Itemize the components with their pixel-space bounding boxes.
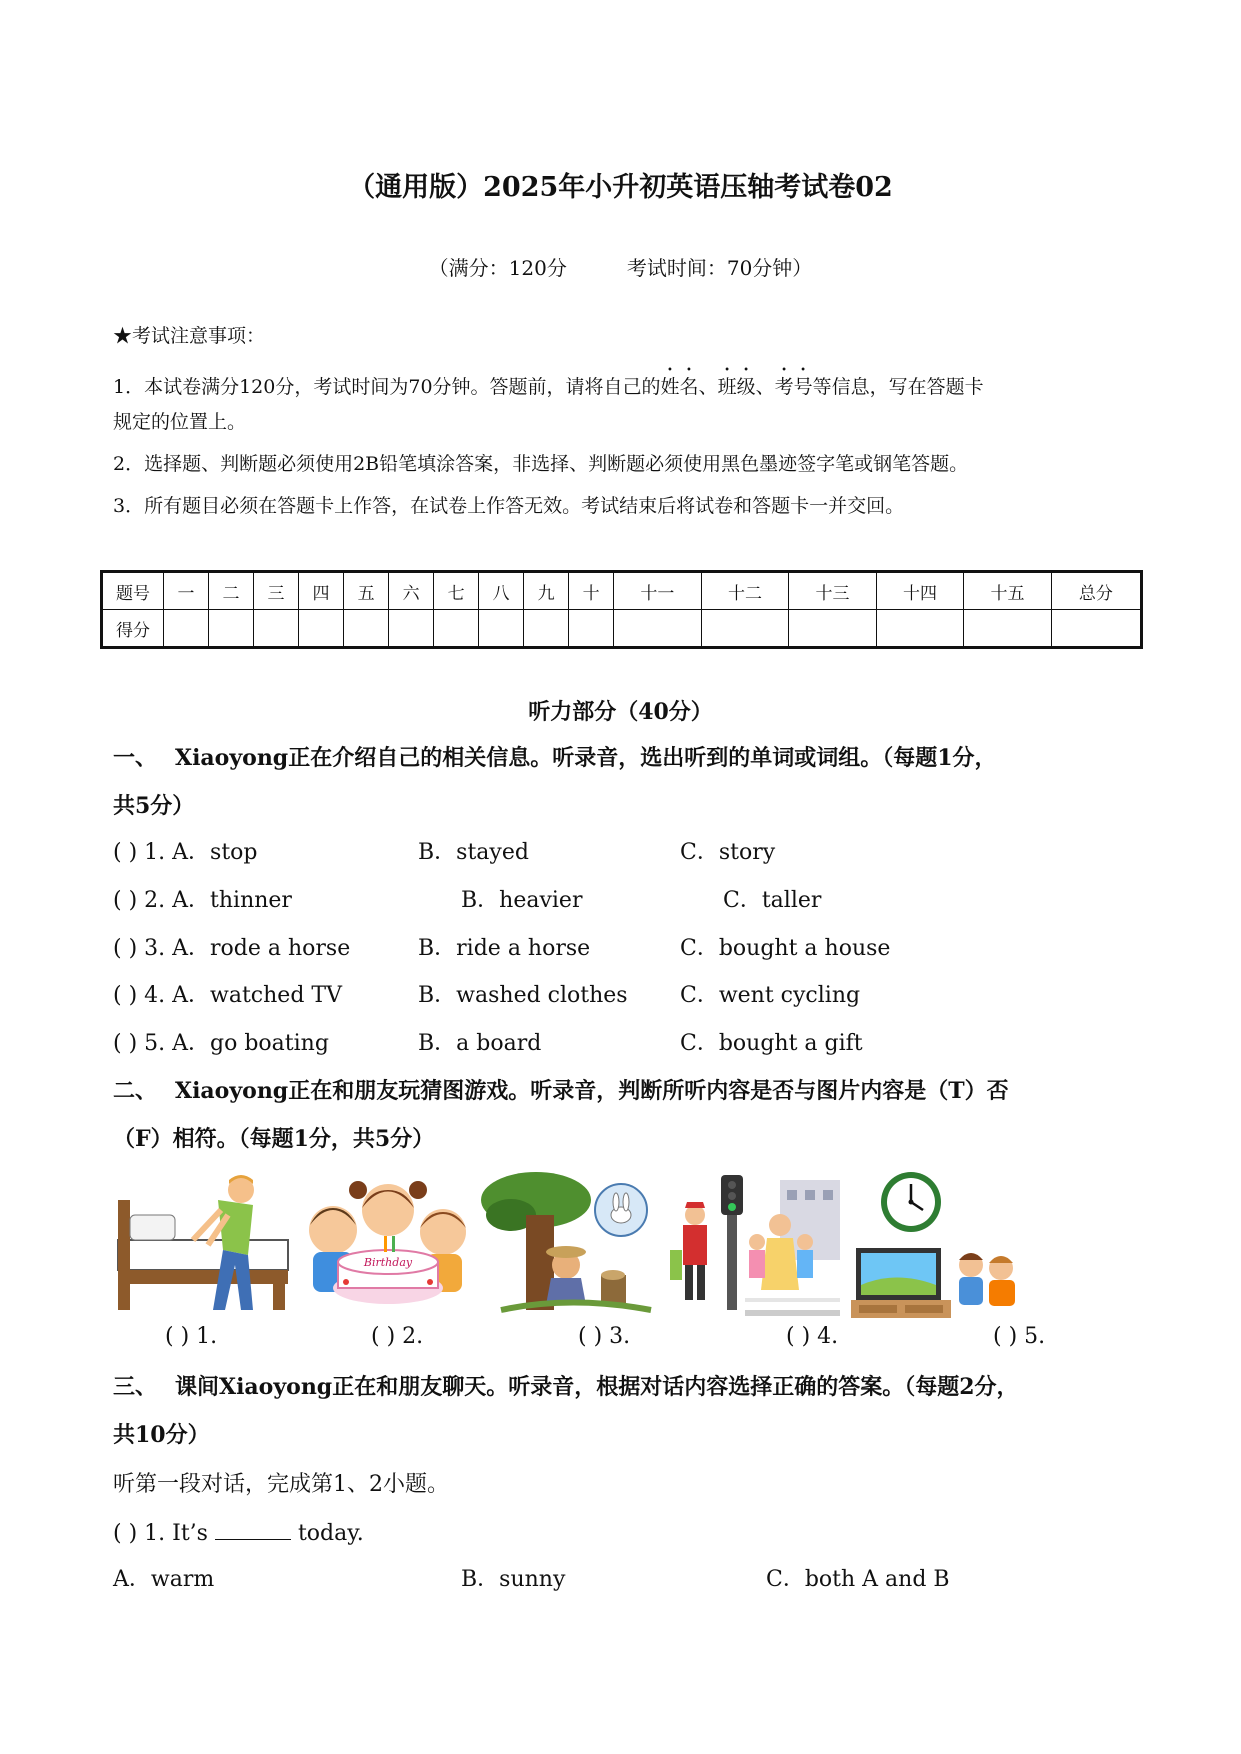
score-cell[interactable] <box>614 610 702 648</box>
score-cell[interactable] <box>569 610 614 648</box>
question-2-heading-cont: （F）相符。（每题1分，共5分） <box>113 1126 435 1152</box>
tree-rabbit-illustration <box>481 1170 661 1320</box>
score-cell[interactable] <box>344 610 389 648</box>
exam-info <box>0 252 1241 281</box>
picture-label-5: ( ) 5. <box>993 1324 1046 1349</box>
birthday-illustration <box>298 1170 478 1320</box>
cake-text: Birthday <box>363 1256 413 1269</box>
score-cell[interactable] <box>789 610 877 648</box>
notice-item-3: 3．所有题目必须在答题卡上作答，在试卷上作答无效。考试结束后将试卷和答题卡一并交回。 <box>113 495 905 517</box>
score-table-row-label: 得分 <box>102 610 164 648</box>
notice-item-1-cont: 规定的位置上。 <box>113 411 247 433</box>
score-cell[interactable] <box>299 610 344 648</box>
question-1-heading-cont: 共5分） <box>113 793 195 819</box>
score-col: 一 <box>164 572 209 610</box>
question-3-intro: 听第一段对话，完成第1、2小题。 <box>113 1472 449 1497</box>
score-col: 二 <box>209 572 254 610</box>
page-title: （通用版）2025年小升初英语压轴考试卷02 <box>348 172 893 203</box>
score-cell[interactable] <box>1051 610 1141 648</box>
score-cell[interactable] <box>164 610 209 648</box>
clock-tv-illustration <box>851 1170 1031 1320</box>
score-cell[interactable] <box>254 610 299 648</box>
picture-label-2: ( ) 2. <box>371 1324 424 1349</box>
score-col: 三 <box>254 572 299 610</box>
score-col: 十五 <box>964 572 1052 610</box>
question-1-item-5: ( ) 5. A．go boating B．a board C．bought a gift <box>113 1031 863 1056</box>
score-cell[interactable] <box>876 610 964 648</box>
score-cell[interactable] <box>209 610 254 648</box>
score-cell[interactable] <box>479 610 524 648</box>
score-col: 五 <box>344 572 389 610</box>
birthday-picture <box>298 1170 478 1320</box>
question-3-item-1-options <box>113 1565 1153 1595</box>
question-1-item-2: ( ) 2. A．thinner B．heavier C．taller <box>113 888 822 913</box>
question-2-heading: 二、 Xiaoyong正在和朋友玩猜图游戏。听录音，判断所听内容是否与图片内容是（T）否 <box>113 1078 1009 1104</box>
option-c: C．both A and B <box>766 1567 950 1592</box>
tree-rabbit-picture <box>481 1170 661 1320</box>
making-bed-illustration <box>113 1170 293 1320</box>
option-a: A．warm <box>113 1567 215 1592</box>
notice-item-1: 1．本试卷满分120分，考试时间为70分钟。答题前，请将自己的姓名、班级、考号等信息，写在答题卡 <box>113 376 984 398</box>
score-table-row-label: 题号 <box>102 572 164 610</box>
score-table-header-row <box>102 572 1142 610</box>
score-col: 七 <box>434 572 479 610</box>
score-col: 九 <box>524 572 569 610</box>
question-3-heading-cont: 共10分） <box>113 1422 210 1448</box>
score-col: 总分 <box>1051 572 1141 610</box>
question-2-labels <box>113 1322 1153 1352</box>
score-cell[interactable] <box>389 610 434 648</box>
score-cell[interactable] <box>964 610 1052 648</box>
question-3-heading: 三、 课间Xiaoyong正在和朋友聊天。听录音，根据对话内容选择正确的答案。（每题2分， <box>113 1374 1019 1400</box>
notice-heading: ★考试注意事项： <box>113 325 266 347</box>
score-col: 十三 <box>789 572 877 610</box>
question-1-item-3: ( ) 3. A．rode a horse B．ride a horse C．bought a house <box>113 936 891 961</box>
picture-label-4: ( ) 4. <box>786 1324 839 1349</box>
question-1-item-1: ( ) 1. A．stop B．stayed C．story <box>113 840 776 865</box>
notice-item-2: 2．选择题、判断题必须使用2B铅笔填涂答案，非选择、判断题必须使用黑色墨迹签字笔或钢笔答题。 <box>113 453 969 475</box>
exam-time: 考试时间：70分钟） <box>626 256 813 280</box>
picture-label-1: ( ) 1. <box>165 1324 218 1349</box>
question-1-item-4: ( ) 4. A．watched TV B．washed clothes C．went cycling <box>113 983 861 1008</box>
option-b: B．sunny <box>461 1567 566 1592</box>
clock-tv-picture <box>851 1170 1031 1320</box>
question-1-heading: 一、 Xiaoyong正在介绍自己的相关信息。听录音，选出听到的单词或词组。（每题1分， <box>113 745 997 771</box>
score-col: 六 <box>389 572 434 610</box>
question-3-item-1: ( ) 1. It’s today. <box>113 1517 364 1549</box>
score-table <box>100 570 1143 649</box>
score-cell[interactable] <box>434 610 479 648</box>
traffic-light-picture <box>665 1170 845 1320</box>
making-bed-picture <box>113 1170 293 1320</box>
score-cell[interactable] <box>524 610 569 648</box>
score-table-score-row <box>102 610 1142 648</box>
score-col: 十一 <box>614 572 702 610</box>
picture-label-3: ( ) 3. <box>578 1324 631 1349</box>
score-col: 十二 <box>701 572 789 610</box>
traffic-light-illustration <box>665 1170 845 1320</box>
score-cell[interactable] <box>701 610 789 648</box>
answer-blank[interactable] <box>215 1517 291 1540</box>
score-col: 十四 <box>876 572 964 610</box>
question-2-pictures <box>113 1170 1153 1340</box>
score-col: 十 <box>569 572 614 610</box>
full-marks: （满分：120分 <box>428 256 567 280</box>
score-col: 四 <box>299 572 344 610</box>
score-col: 八 <box>479 572 524 610</box>
listening-section-title: 听力部分（40分） <box>528 699 713 725</box>
